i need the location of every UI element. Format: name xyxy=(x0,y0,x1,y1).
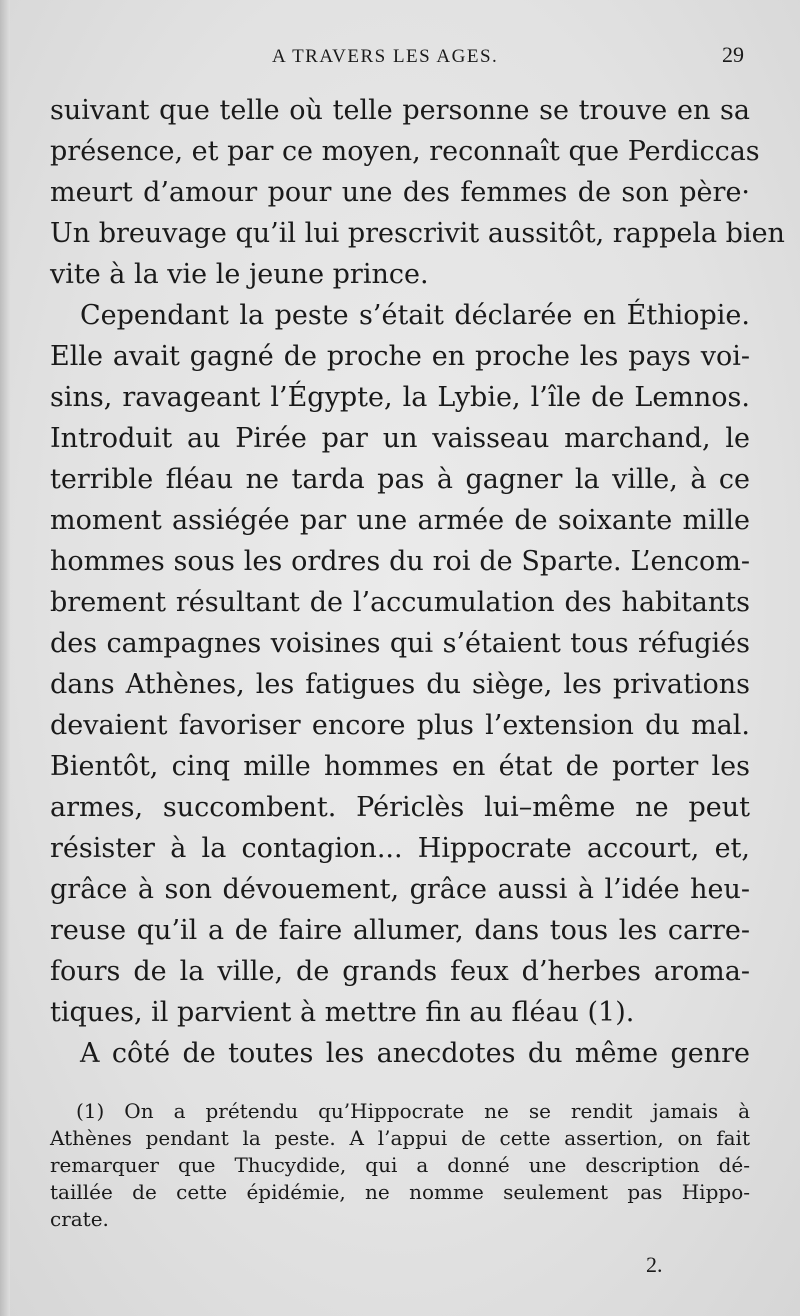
footnote xyxy=(50,1098,750,1233)
running-title: A TRAVERS LES AGES. xyxy=(272,46,499,67)
text-line: dans Athènes, les fatigues du siège, les privations xyxy=(50,669,750,700)
text-line: hommes sous les ordres du roi de Sparte. L’encom- xyxy=(50,546,750,577)
text-line: Elle avait gagné de proche en proche les pays voi- xyxy=(50,341,750,372)
text-line: grâce à son dévouement, grâce aussi à l’idée heu- xyxy=(50,874,750,905)
text-line: Un breuvage qu’il lui prescrivit aussitôt, rappela bien xyxy=(50,218,785,249)
text-line: Cependant la peste s’était déclarée en Éthiopie. xyxy=(80,300,750,331)
text-line: tiques, il parvient à mettre fin au fléau (1). xyxy=(50,997,635,1028)
text-line: fours de la ville, de grands feux d’herbes aroma- xyxy=(50,956,750,987)
page-gutter-shadow xyxy=(0,0,10,1316)
text-line: vite à la vie le jeune prince. xyxy=(50,259,429,290)
main-text xyxy=(50,90,785,1074)
text-line: meurt d’amour pour une des femmes de son père· xyxy=(50,177,750,208)
footnote-line: (1) On a prétendu qu’Hippocrate ne se rendit jamais à xyxy=(76,1099,750,1123)
text-line: résister à la contagion... Hippocrate accourt, et, xyxy=(50,833,750,864)
footnote-line: crate. xyxy=(50,1207,109,1231)
text-line: des campagnes voisines qui s’étaient tous réfugiés xyxy=(50,628,750,659)
signature-mark: 2. xyxy=(646,1252,663,1277)
text-line: brement résultant de l’accumulation des habitants xyxy=(50,587,750,618)
text-line: devaient favoriser encore plus l’extension du mal. xyxy=(50,710,750,741)
page-header xyxy=(0,38,800,78)
text-line: suivant que telle où telle personne se trouve en sa xyxy=(50,95,750,126)
text-line: Introduit au Pirée par un vaisseau marchand, le xyxy=(50,423,750,454)
footnote-line: Athènes pendant la peste. A l’appui de cette assertion, on fait xyxy=(50,1126,750,1150)
text-line: présence, et par ce moyen, reconnaît que Perdiccas xyxy=(50,136,760,167)
text-line: A côté de toutes les anecdotes du même genre xyxy=(80,1038,750,1069)
text-line: sins, ravageant l’Égypte, la Lybie, l’île de Lemnos. xyxy=(50,382,750,413)
text-line: armes, succombent. Périclès lui–même ne peut xyxy=(50,792,750,823)
text-line: terrible fléau ne tarda pas à gagner la ville, à ce xyxy=(50,464,750,495)
footnote-line: taillée de cette épidémie, ne nomme seulement pas Hippo- xyxy=(50,1180,750,1204)
text-line: reuse qu’il a de faire allumer, dans tous les carre- xyxy=(50,915,750,946)
text-line: moment assiégée par une armée de soixante mille xyxy=(50,505,750,536)
page-number: 29 xyxy=(722,42,744,67)
text-line: Bientôt, cinq mille hommes en état de porter les xyxy=(50,751,750,782)
footnote-line: remarquer que Thucydide, qui a donné une description dé- xyxy=(50,1153,750,1177)
